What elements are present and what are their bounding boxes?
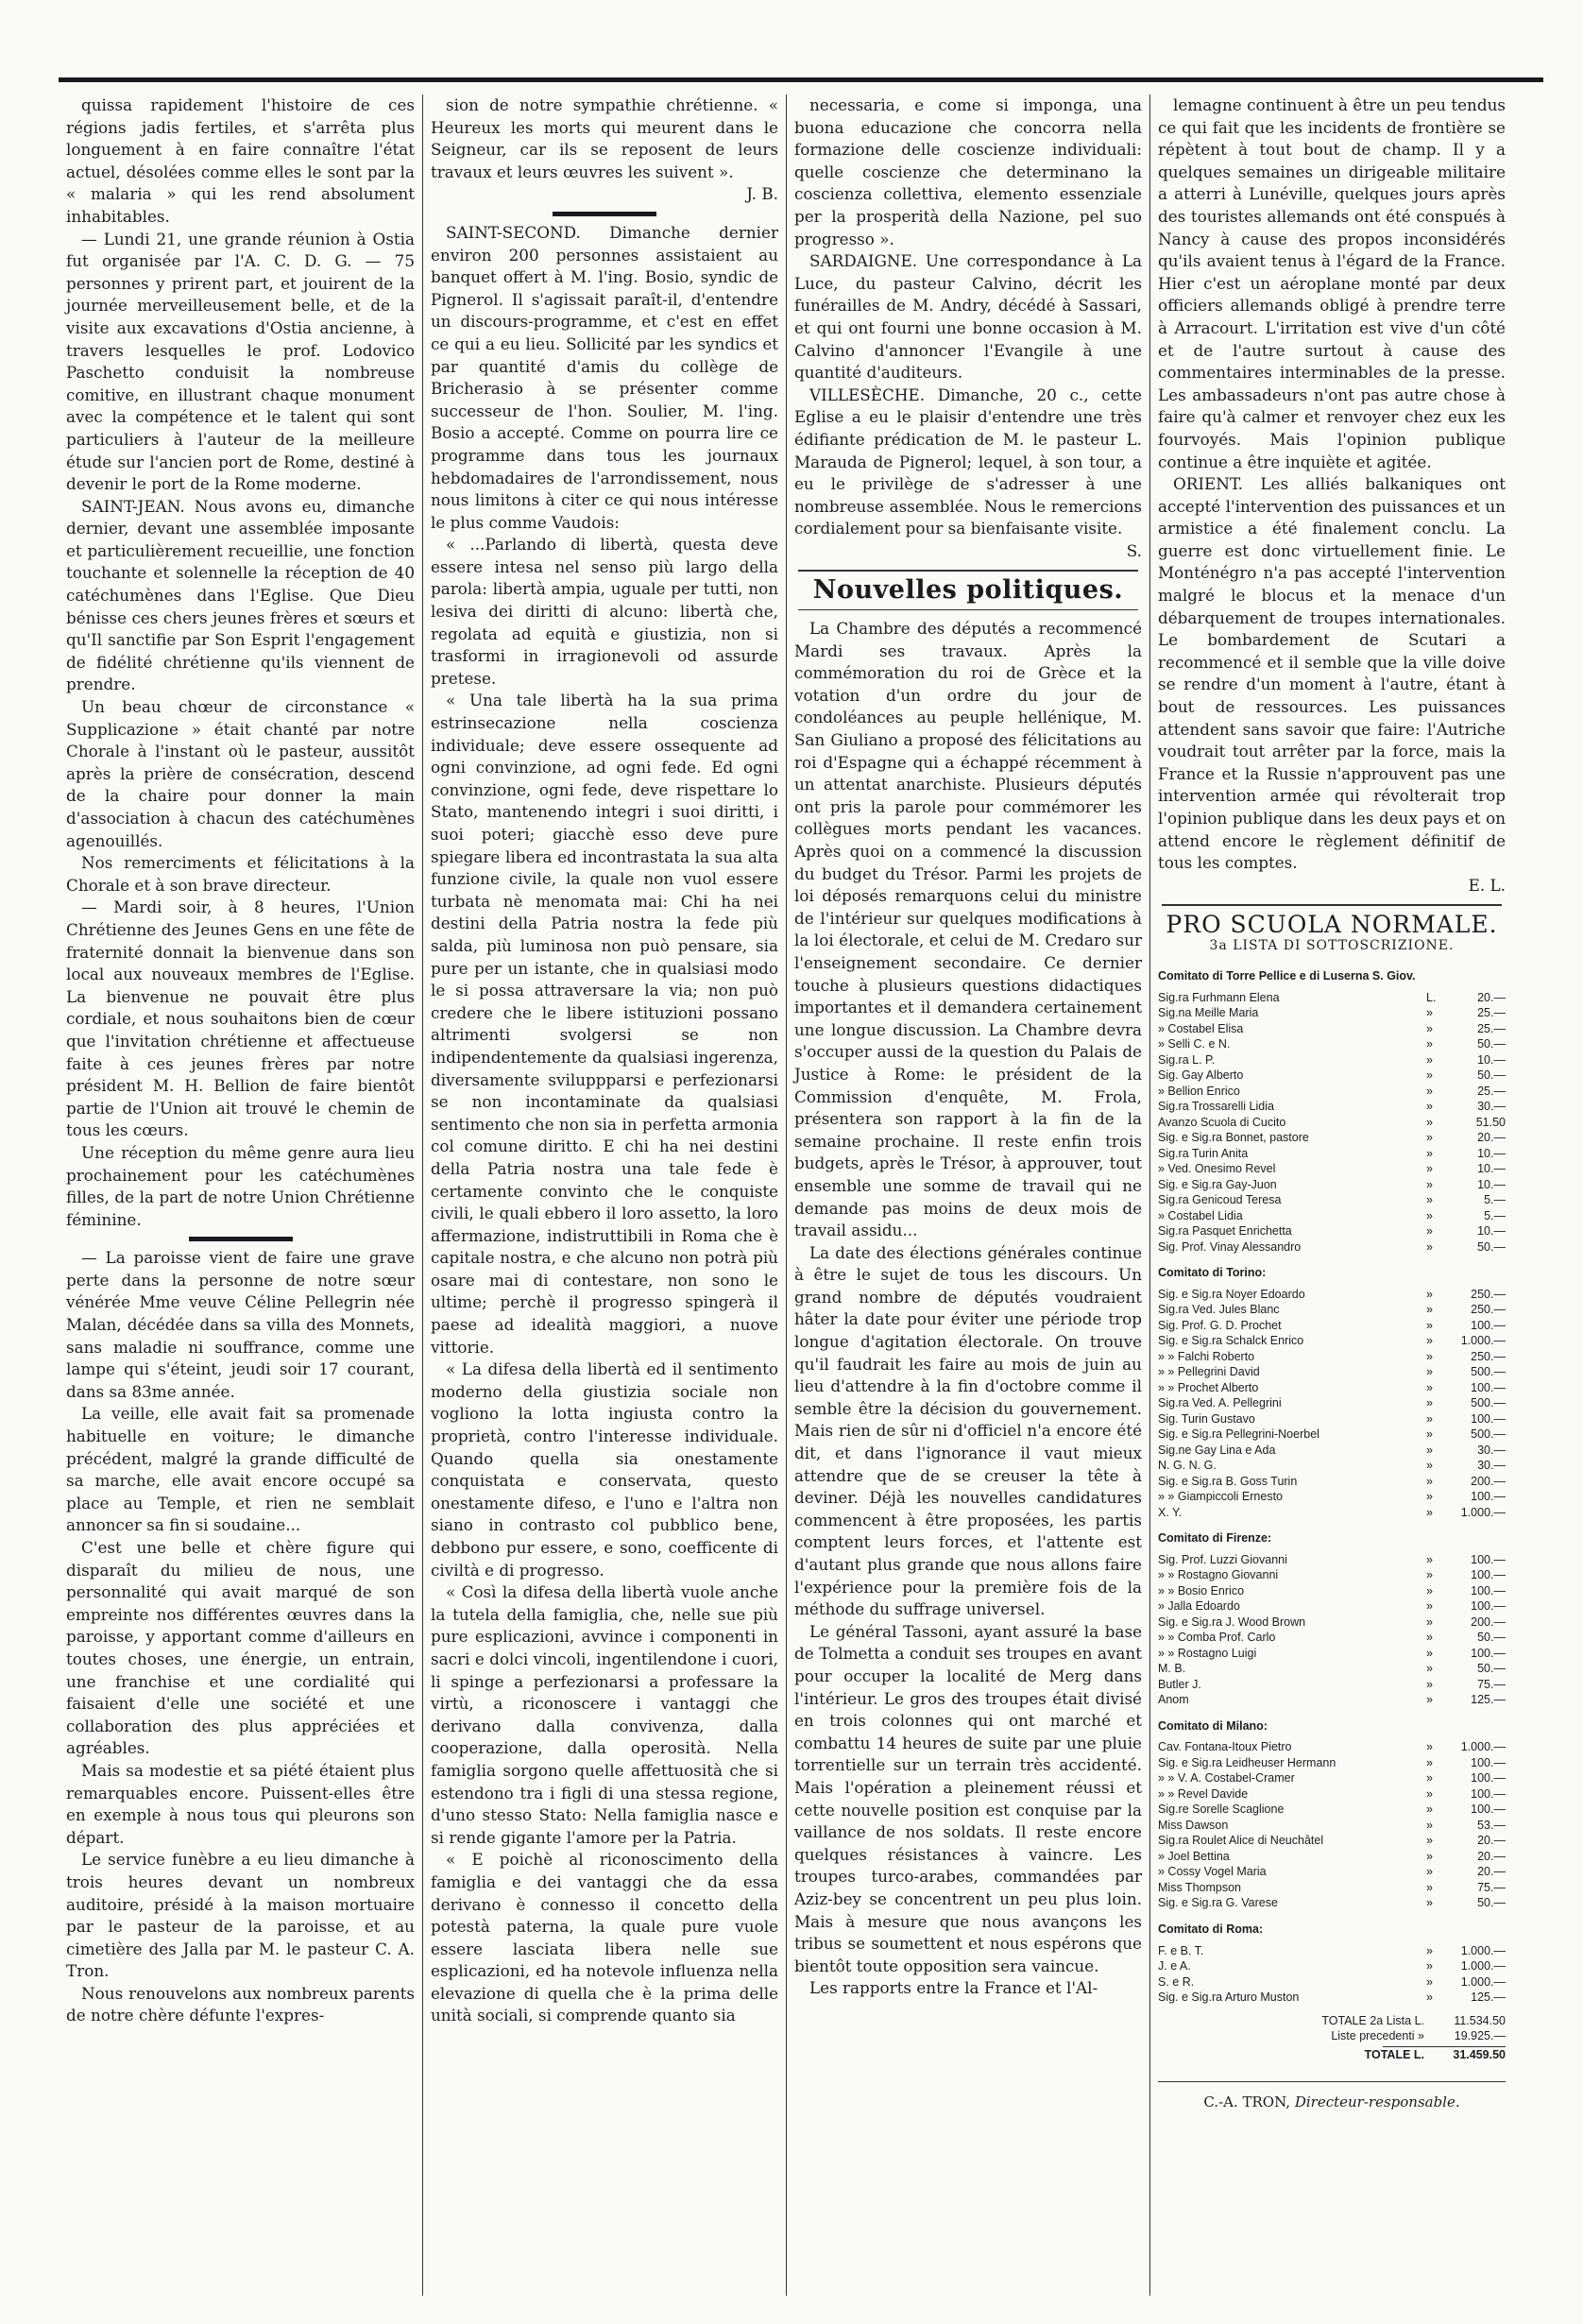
donor-name: » » Bosio Enrico [1158, 1583, 1245, 1598]
paragraph: sion de notre sympathie chrétienne. « Heureux les morts qui meurent dans le Seigneur, car ils se reposent de leurs travaux et leurs œuvres les suivent ». [431, 95, 778, 181]
donation-amount: 20.— [1477, 1131, 1506, 1145]
director-name: C.-A. TRON, [1203, 2093, 1291, 2110]
donor-name: » Jalla Edoardo [1158, 1599, 1240, 1614]
donation-row [1158, 1583, 1506, 1599]
currency-mark: » [1426, 1068, 1433, 1083]
donation-row [1158, 1084, 1506, 1100]
donor-name: Sig. Gay Alberto [1158, 1068, 1244, 1083]
donor-name: » Ved. Onesimo Revel [1158, 1162, 1276, 1176]
donation-row [1158, 1990, 1506, 2006]
donation-amount: 5.— [1484, 1208, 1506, 1222]
currency-mark: » [1426, 1146, 1433, 1160]
currency-mark: » [1426, 1131, 1433, 1145]
currency-mark: » [1426, 1411, 1433, 1426]
subscription-title: PRO SCUOLA NORMALE. [1166, 910, 1498, 938]
currency-mark: » [1426, 1006, 1433, 1020]
donor-name: » » V. A. Costabel-Cramer [1158, 1771, 1295, 1786]
director-title: Directeur-responsable. [1294, 2093, 1460, 2110]
paragraph: La date des élections générales continue à être le sujet de tous les discours. Un grand nombre de députés voudraient hâter la date pour éviter une période trop longue d'agitation électorale. On trouve qu'il faudrait les faire au mois de juin au lieu d'attendre à la fin d'octobre comme il semble être la décision du gouvernement. Mais rien de sûr ni d'officiel n'a encore été dit, et dans l'ignorance il vaut mieux attendre que de se creuser la tête à deviner. Déjà les nouvelles candidatures commencent à être proposées, les partis comptent leurs forces, et l'attente est d'autant plus grande que nous allons faire l'expérience pour la première fois de la méthode du suffrage universel. [794, 1242, 1142, 1619]
donation-amount: 250.— [1471, 1303, 1506, 1317]
donation-row [1158, 1661, 1506, 1677]
paragraph: — Mardi soir, à 8 heures, l'Union Chrétienne des Jeunes Gens en une fête de fraternité donnait la bienvenue dans son local aux nouveaux membres de l'Eglise. La bienvenue ne pouvait être plus cordiale, et nous souhaitons bien de cœur que l'invitation chrétienne et affectueuse faite à ces jeunes frères par notre président M. H. Bellion de faire bientôt partie de l'Union ait trouvé le chemin de tous les cœurs. [66, 897, 415, 1140]
donation-amount: 100.— [1471, 1599, 1506, 1614]
paragraph: necessaria, e come si imponga, una buona educazione che concorra nella formazione delle coscienze individuali: quelle coscienze che determinano la coscienza collettiva, elemento essenziale per la prosperità della Nazione, pel suo progresso ». [794, 95, 1142, 248]
donation-row [1158, 1895, 1506, 1911]
donation-amount: 500.— [1471, 1427, 1506, 1442]
donor-name: » » Revel Davide [1158, 1786, 1249, 1801]
donor-name: Sig. e Sig.ra Arturo Muston [1158, 1991, 1300, 2005]
currency-mark: » [1426, 1599, 1433, 1614]
donation-row [1158, 1552, 1506, 1568]
donation-row [1158, 1567, 1506, 1583]
donation-amount: 250.— [1471, 1349, 1506, 1363]
donation-row [1158, 1630, 1506, 1646]
col3-articles [794, 94, 1142, 540]
donation-amount: 5.— [1484, 1193, 1506, 1207]
donor-name: Sig.ra Furhmann Elena [1158, 990, 1280, 1004]
donation-row [1158, 1161, 1506, 1177]
subscription-subtitle: 3a LISTA DI SOTTOSCRIZIONE. [1209, 938, 1455, 954]
currency-mark: » [1426, 1115, 1433, 1129]
donation-row [1158, 1598, 1506, 1615]
donation-row [1158, 1036, 1506, 1052]
newspaper-page [59, 94, 1543, 2296]
currency-mark: » [1426, 1834, 1433, 1848]
donation-amount: 20.— [1477, 1849, 1506, 1863]
donor-name: Sig. Prof. Luzzi Giovanni [1158, 1552, 1287, 1566]
donation-amount: 20.— [1477, 1865, 1506, 1879]
donation-amount: 50.— [1477, 1068, 1506, 1083]
committee-title: Comitato di Milano: [1158, 1718, 1268, 1733]
col2-articles [431, 94, 778, 183]
donation-row [1158, 1739, 1506, 1755]
currency-mark: » [1426, 1239, 1433, 1254]
donor-name: Sig.ne Gay Lina e Ada [1158, 1443, 1276, 1457]
donation-row [1158, 1021, 1506, 1037]
column-4 [1149, 94, 1513, 2296]
donation-amount: 100.— [1471, 1803, 1506, 1817]
top-rule [59, 77, 1543, 82]
donor-name: Sig. Turin Gustavo [1158, 1411, 1255, 1426]
currency-mark: » [1426, 1162, 1433, 1176]
grand-total-label: TOTALE L. [1364, 2047, 1424, 2061]
totals [1158, 2013, 1506, 2062]
donation-amount: 75.— [1477, 1880, 1506, 1894]
donation-amount: 100.— [1471, 1568, 1506, 1582]
donor-name: Sig.ra Roulet Alice di Neuchâtel [1158, 1834, 1324, 1848]
committee-title: Comitato di Firenze: [1158, 1531, 1272, 1546]
currency-mark: » [1426, 1052, 1433, 1067]
donor-name: » Selli C. e N. [1158, 1037, 1231, 1051]
separator [1162, 904, 1502, 906]
donation-row [1158, 1333, 1506, 1349]
donation-amount: 1.000.— [1460, 1334, 1506, 1348]
currency-mark: » [1426, 1755, 1433, 1769]
donation-amount: 30.— [1477, 1459, 1506, 1473]
currency-mark: » [1426, 1786, 1433, 1801]
donation-amount: 100.— [1471, 1411, 1506, 1426]
donation-row [1158, 1818, 1506, 1834]
donation-amount: 30.— [1477, 1443, 1506, 1457]
donation-amount: 200.— [1471, 1615, 1506, 1629]
donor-name: » » Rostagno Luigi [1158, 1646, 1257, 1660]
donation-amount: 100.— [1471, 1771, 1506, 1786]
director-line [1158, 2081, 1506, 2114]
donation-row [1158, 1239, 1506, 1256]
donation-row [1158, 1443, 1506, 1459]
currency-mark: » [1426, 1677, 1433, 1691]
donation-row [1158, 1302, 1506, 1318]
donation-row [1158, 1677, 1506, 1693]
donation-row [1158, 1864, 1506, 1880]
separator [553, 212, 656, 216]
paragraph: lemagne continuent à être un peu tendus ce qui fait que les incidents de frontière se répètent à tout bout de champ. Il y a quelques semaines un dirigeable militaire a atterri à Lunéville, quelques jours après des touristes allemands ont été conspués à Nancy à cause des propos inconsidérés qu'ils avaient tenus à l'égard de la France. Hier c'est un aéroplane monté par deux officiers allemands obligé à prendre terre à Arracourt. L'irritation est vive d'un côté et de l'autre surtout à cause des commentaires interminables de la presse. Les ambassadeurs n'ont pas autre chose à faire qu'à calmer et renvoyer chez eux les fourvoyés. Mais l'opinion publique continue a être inquiète et agitée. [1158, 95, 1506, 471]
paragraph: « Così la difesa della libertà vuole anche la tutela della famiglia, che, nelle sue più pure esplicazioni, avvince i componenti in sacri e dolci vincoli, ingentilendone i cuori, li spinge a perfezionarsi a professare la virtù, a riconoscere i vantaggi che derivano dalla convivenza, dalla cooperazione, dalla operosità. Nella famiglia sorgono quelle affettuosità che si estendono tra i figli di una stessa regione, d'uno stesso Stato: Nella famiglia nasce e si rende gigante l'amore per la Patria. [431, 1582, 778, 1847]
separator [798, 570, 1138, 572]
donation-row [1158, 1958, 1506, 1974]
paragraph: Le général Tassoni, ayant assuré la base de Tolmetta a conduit ses troupes en avant pour occuper la localité de Merg dans l'intérieur. Le gros des troupes était divisé en trois colonnes qui ont marché et combattu 14 heures de suite par une pluie torrentielle sur un terrain très accidenté. Mais l'opération a pleinement réussi et cette nouvelle position est conquise par la vaillance de nos soldats. Il reste encore quelques résistances à vaincre. Les troupes turco-arabes, commandées par Aziz-bey se concentrent un peu plus loin. Mais à mesure que nous avançons les tribus se soumettent et nous espérons que bientôt toute opposition sera vaincue. [794, 1621, 1142, 1975]
donor-name: Sig.na Meille Maria [1158, 1006, 1259, 1020]
donation-row [1158, 1146, 1506, 1162]
paragraph: C'est une belle et chère figure qui disparaît du milieu de nous, une personnalité qui avait marqué de son empreinte nos différentes œuvres dans la paroisse, y apportant comme d'ailleurs en toutes choses, une énergie, un entrain, une franchise et une cordialité qui faisaient d'elle une société et une collaboration des plus appréciées et agréables. [66, 1538, 415, 1758]
currency-mark: » [1426, 1943, 1433, 1957]
currency-mark: » [1426, 1974, 1433, 1989]
paragraph: Un beau chœur de circonstance « Supplicazione » était chanté par notre Chorale à l'instant où le pasteur, aussitôt après la prière de consécration, descend de la chaire pour donner la main d'association à chacun des catéchumènes agenouillés. [66, 697, 415, 850]
paragraph: SAINT-SECOND. Dimanche dernier environ 200 personnes assistaient au banquet offert à M. l'ing. Bosio, syndic de Pignerol. Il s'agissait paraît-il, d'entendre un discours-programme, et c'est en effet ce qui a eu lieu. Sollicité par les syndics et par quantité d'amis du collège de Bricherasio à se présenter comme successeur de l'hon. Soulier, M. l'ing. Bosio a accepté. Comme on pourra lire ce programme dans tous les journaux hebdomadaires de l'arrondissement, nous nous limitons à citer ce qui nous intéresse le plus comme Vaudois: [431, 222, 778, 532]
donation-row [1158, 1802, 1506, 1818]
donation-row [1158, 1052, 1506, 1068]
paragraph: Nous renouvelons aux nombreux parents de notre chère défunte l'expres- [66, 1983, 415, 2025]
total-2-label: TOTALE 2a Lista L. [1321, 2013, 1424, 2027]
donation-amount: 50.— [1477, 1037, 1506, 1051]
currency-mark: » [1426, 1615, 1433, 1629]
currency-mark: » [1426, 1208, 1433, 1222]
donor-name: Sig. e Sig.ra B. Goss Turin [1158, 1474, 1298, 1488]
donation-amount: 100.— [1471, 1490, 1506, 1504]
donor-name: Sig.ra L. P. [1158, 1052, 1216, 1067]
donation-amount: 250.— [1471, 1287, 1506, 1301]
donation-row [1158, 990, 1506, 1006]
donor-name: » » Prochet Alberto [1158, 1380, 1259, 1394]
currency-mark: » [1426, 1693, 1433, 1707]
currency-mark: » [1426, 1803, 1433, 1817]
donation-row [1158, 1177, 1506, 1193]
donation-row [1158, 1318, 1506, 1334]
currency-mark: » [1426, 1287, 1433, 1301]
donation-amount: 10.— [1477, 1146, 1506, 1160]
separator [798, 609, 1138, 611]
currency-mark: » [1426, 1021, 1433, 1035]
currency-mark: » [1426, 1459, 1433, 1473]
donation-row [1158, 1786, 1506, 1803]
currency-mark: » [1426, 1396, 1433, 1410]
donation-row [1158, 1943, 1506, 1959]
donation-amount: 100.— [1471, 1318, 1506, 1332]
donation-amount: 125.— [1471, 1991, 1506, 2005]
currency-mark: » [1426, 1037, 1433, 1051]
currency-mark: » [1426, 1084, 1433, 1098]
currency-mark: » [1426, 1568, 1433, 1582]
currency-mark: » [1426, 1880, 1433, 1894]
donor-name: Sig.ra Pasquet Enrichetta [1158, 1224, 1292, 1239]
subscription-list [1158, 965, 1506, 2005]
donation-row [1158, 1489, 1506, 1505]
currency-mark: » [1426, 1303, 1433, 1317]
signature: S. [1126, 540, 1142, 560]
donation-row [1158, 1287, 1506, 1303]
currency-mark: » [1426, 1443, 1433, 1457]
donor-name: Sig. e Sig.ra J. Wood Brown [1158, 1615, 1306, 1629]
col4-articles [1158, 94, 1506, 875]
paragraph: SAINT-JEAN. Nous avons eu, dimanche dernier, devant une assemblée imposante et particulièrement recueillie, une fonction touchante et solennelle la réception de 40 catéchumènes dans l'Eglise. Que Dieu bénisse ces chers jeunes frères et sœurs et qu'Il sanctifie par Son Esprit l'engagement de fidélité chrétienne qu'ils viennent de prendre. [66, 496, 415, 694]
donor-name: Sig.ra Ved. A. Pellegrini [1158, 1396, 1282, 1410]
column-3 [786, 94, 1149, 2296]
currency-mark: » [1426, 1427, 1433, 1442]
currency-mark: » [1426, 1865, 1433, 1879]
donation-amount: 100.— [1471, 1380, 1506, 1394]
donor-name: Anom [1158, 1693, 1189, 1707]
currency-mark: » [1426, 1365, 1433, 1379]
donation-row [1158, 1380, 1506, 1396]
donor-name: » » Falchi Roberto [1158, 1349, 1255, 1363]
donation-amount: 20.— [1477, 990, 1506, 1004]
previous-value: 19.925.— [1454, 2028, 1506, 2042]
paragraph: VILLESÈCHE. Dimanche, 20 c., cette Eglise a eu le plaisir d'entendre une très édifiante prédication de M. le pasteur L. Marauda de Pignerol; lequel, à son tour, a eu le privilège de s'adresser à une nombreuse assemblée. Nous le remercions cordialement pour sa bienfaisante visite. [794, 384, 1142, 538]
donor-name: Sig.ra Ved. Jules Blanc [1158, 1303, 1280, 1317]
donation-row [1158, 1755, 1506, 1771]
donor-name: » Cossy Vogel Maria [1158, 1865, 1267, 1879]
donor-name: » » Comba Prof. Carlo [1158, 1631, 1276, 1645]
currency-mark: » [1426, 1193, 1433, 1207]
currency-mark: » [1426, 1318, 1433, 1332]
currency-mark: » [1426, 1991, 1433, 2005]
paragraph: Une réception du même genre aura lieu prochainement pour les catéchumènes filles, de la part de notre Union Chrétienne féminine. [66, 1142, 415, 1229]
previous-label: Liste precedenti » [1331, 2028, 1424, 2042]
donation-row [1158, 1849, 1506, 1865]
donor-name: Miss Dawson [1158, 1818, 1229, 1832]
donor-name: Sig. e Sig.ra Gay-Juon [1158, 1177, 1277, 1191]
paragraph: — La paroisse vient de faire une grave perte dans la personne de notre sœur vénérée Mme veuve Céline Pellegrin née Malan, décédée dans sa villa des Monnets, sans maladie ni souffrance, comme une lampe qui s'éteint, jeudi soir 17 courant, dans sa 83me année. [66, 1248, 415, 1401]
donation-row [1158, 1770, 1506, 1786]
section-headline: Nouvelles politiques. [812, 574, 1124, 605]
donor-name: Sig. e Sig.ra G. Varese [1158, 1896, 1278, 1910]
committee-title: Comitato di Torre Pellice e di Luserna S. Giov. [1158, 969, 1416, 983]
donor-name: M. B. [1158, 1662, 1186, 1676]
donation-row [1158, 1223, 1506, 1239]
currency-mark: » [1426, 1334, 1433, 1348]
committee-title: Comitato di Torino: [1158, 1266, 1267, 1280]
donation-amount: 200.— [1471, 1474, 1506, 1488]
donor-name: » » Rostagno Giovanni [1158, 1568, 1279, 1582]
donation-amount: 125.— [1471, 1693, 1506, 1707]
currency-mark: » [1426, 1474, 1433, 1488]
donation-amount: 10.— [1477, 1177, 1506, 1191]
paragraph: ORIENT. Les alliés balkaniques ont accepté l'intervention des puissances et un armistice a été finalement conclu. La guerre est donc virtuellement finie. Le Monténégro n'a pas accepté l'intervention malgré le blocus et la menace d'un débarquement de troupes internationales. Le bombardement de Scutari a recommencé et il semble que la ville doive se rendre d'un moment à l'autre, étant à bout de ressources. Les puissances attendent sans savoir que faire: l'Autriche voudrait tout arrêter par la force, mais la France et la Russie n'approuvent pas une intervention armée qui révolterait trop l'opinion publique dans les deux pays et on attend encore le règlement définitif de tous les comptes. [1158, 474, 1506, 873]
donation-row [1158, 1068, 1506, 1084]
donation-row [1158, 1115, 1506, 1131]
donation-amount: 100.— [1471, 1583, 1506, 1598]
donation-row [1158, 1427, 1506, 1443]
donation-amount: 25.— [1477, 1006, 1506, 1020]
donation-amount: 100.— [1471, 1755, 1506, 1769]
donor-name: Sig. Prof. G. D. Prochet [1158, 1318, 1282, 1332]
paragraph: Nos remerciments et félicitations à la Chorale et à son brave directeur. [66, 853, 415, 895]
donation-amount: 1.000.— [1460, 1505, 1506, 1519]
signature: J. B. [746, 184, 778, 204]
column-2 [422, 94, 786, 2296]
donation-amount: 50.— [1477, 1896, 1506, 1910]
paragraph: « La difesa della libertà ed il sentimento moderno della giustizia sociale non vogliono la lotta ingiusta contro la proprietà, contro l'interesse individuale. Quando quella sia onestamente conquistata e conservata, questo onestamente difeso, e l'uno e l'altra non siano in contrasto col pubblico bene, debbono pur essere, e sono, coefficente di civiltà e di progresso. [431, 1359, 778, 1580]
donation-amount: 50.— [1477, 1239, 1506, 1254]
paragraph: « Una tale libertà ha la sua prima estrinsecazione nella coscienza individuale; deve essere ossequente ad ogni convinzione, ad ogni fede. Ed ogni convinzione, ogni fede, deve rispettare lo Stato, mantenendo integri i suoi diritti, i suoi poteri; giacchè esso deve pure spiegare libera ed incontrastata la sua alta funzione civile, la quale non vuol essere turbata nè menomata mai: Chi ha nei destini della Patria nostra la fede più salda, più luminosa non può pensare, sia pure per un istante, che in qualsiasi modo le si possa attraversare la via; non può credere che le libere istituzioni possano altrimenti svolgersi se non indipendentemente da qualsiasi ingerenza, diversamente sviluppparsi e perfezionarsi se non incontaminate da qualsiasi sentimento che non sia in perfetta armonia col comune diritto. E chi ha nei destini della Patria nostra una tale fede è certamente convinto che le conquiste civili, le quali ebbero il loro assetto, la loro affermazione, indistruttibili in Roma che è capitale nostra, e che alcuno non potrà più osare mai di contestare, non sono le ultime; perchè il progresso spingerà il paese ad idealità maggiori, a nuove vittorie. [431, 691, 778, 1357]
donation-row [1158, 1615, 1506, 1631]
donor-name: Sig. e Sig.ra Noyer Edoardo [1158, 1287, 1305, 1301]
donor-name: Butler J. [1158, 1677, 1201, 1691]
paragraph: « E poichè al riconoscimento della famiglia e dei vantaggi che da essa derivano è connesso il concetto della potestà paterna, la quale pure vuole essere lasciata libera nelle sue esplicazioni, ed ha notevole influenza nella elevazione di quella che è la prima delle unità sociali, si comprende quanto sia [431, 1850, 778, 2025]
donor-name: » Costabel Elisa [1158, 1021, 1244, 1035]
currency-mark: » [1426, 1380, 1433, 1394]
currency-mark: » [1426, 1740, 1433, 1754]
donation-row [1158, 1349, 1506, 1365]
donor-name: Sig. e Sig.ra Bonnet, pastore [1158, 1131, 1309, 1145]
donation-amount: 100.— [1471, 1552, 1506, 1566]
col2-saint-second [431, 222, 778, 2027]
donation-amount: 20.— [1477, 1834, 1506, 1848]
grand-total-value: 31.459.50 [1453, 2047, 1506, 2061]
donation-row [1158, 1411, 1506, 1427]
currency-mark: » [1426, 1100, 1433, 1114]
donation-amount: 30.— [1477, 1100, 1506, 1114]
donation-row [1158, 1692, 1506, 1708]
donation-row [1158, 1208, 1506, 1224]
donor-name: » Costabel Lidia [1158, 1208, 1243, 1222]
donation-amount: 10.— [1477, 1162, 1506, 1176]
col3-politics [794, 618, 1142, 2000]
donation-row [1158, 1005, 1506, 1021]
donation-row [1158, 1130, 1506, 1146]
donation-amount: 1.000.— [1460, 1740, 1506, 1754]
donation-row [1158, 1192, 1506, 1208]
donation-amount: 1.000.— [1460, 1959, 1506, 1974]
paragraph: quissa rapidement l'histoire de ces régions jadis fertiles, et s'arrêta plus longuement à en faire connaître l'état actuel, désolées comme elles le sont par la « malaria » qui les rend absolument inhabitables. [66, 95, 415, 226]
donor-name: Sig. Prof. Vinay Alessandro [1158, 1239, 1302, 1254]
donation-amount: 500.— [1471, 1396, 1506, 1410]
currency-mark: » [1426, 1818, 1433, 1832]
total-2-value: 11.534.50 [1454, 2013, 1506, 2027]
donation-amount: 50.— [1477, 1662, 1506, 1676]
donation-amount: 25.— [1477, 1021, 1506, 1035]
paragraph: — Lundi 21, une grande réunion à Ostia fut organisée par l'A. C. D. G. — 75 personnes y prirent part, et jouirent de la journée merveilleusement belle, et de la visite aux excavations d'Ostia ancienne, à travers lesquelles le prof. Lodovico Paschetto conduisit la nombreuse comitive, en illustrant chaque monument avec la compétence et le talent qui sont particuliers à l'auteur de la meilleure étude sur l'ancien port de Rome, destiné à devenir le port de la Rome moderne. [66, 229, 415, 494]
donor-name: Miss Thompson [1158, 1880, 1241, 1894]
donation-row [1158, 1458, 1506, 1474]
currency-mark: » [1426, 1662, 1433, 1676]
donor-name: Sig.re Sorelle Scaglione [1158, 1803, 1285, 1817]
donation-row [1158, 1505, 1506, 1521]
donor-name: » » Giampiccoli Ernesto [1158, 1490, 1284, 1504]
committee-title: Comitato di Roma: [1158, 1922, 1264, 1936]
donation-amount: 500.— [1471, 1365, 1506, 1379]
donation-amount: 100.— [1471, 1646, 1506, 1660]
donor-name: S. e R. [1158, 1974, 1195, 1989]
donor-name: Avanzo Scuola di Cucito [1158, 1115, 1286, 1129]
donor-name: Sig.ra Turin Anita [1158, 1146, 1249, 1160]
col1-obituary [66, 1247, 415, 2027]
donor-name: N. G. N. G. [1158, 1459, 1217, 1473]
currency-mark: » [1426, 1505, 1433, 1519]
paragraph: La veille, elle avait fait sa promenade habituelle en voiture; le dimanche précédent, malgré la grande difficulté de sa marche, elle avait encore occupé sa place au Temple, et rien ne semblait annoncer sa fin si soudaine... [66, 1404, 415, 1535]
donation-amount: 1.000.— [1460, 1974, 1506, 1989]
currency-mark: L. [1426, 990, 1437, 1004]
donor-name: Sig. e Sig.ra Pellegrini-Noerbel [1158, 1427, 1319, 1442]
currency-mark: » [1426, 1349, 1433, 1363]
donation-row [1158, 1880, 1506, 1896]
currency-mark: » [1426, 1490, 1433, 1504]
separator [189, 1237, 293, 1241]
donation-amount: 100.— [1471, 1786, 1506, 1801]
donation-amount: 10.— [1477, 1224, 1506, 1239]
donor-name: » Joel Bettina [1158, 1849, 1230, 1863]
currency-mark: » [1426, 1631, 1433, 1645]
donation-amount: 25.— [1477, 1084, 1506, 1098]
donation-row [1158, 1364, 1506, 1380]
signature: E. L. [1468, 875, 1506, 895]
donation-row [1158, 1833, 1506, 1849]
donation-row [1158, 1646, 1506, 1662]
currency-mark: » [1426, 1771, 1433, 1786]
donation-amount: 50.— [1477, 1631, 1506, 1645]
paragraph: « ...Parlando di libertà, questa deve essere intesa nel senso più largo della parola: libertà ampia, uguale per tutti, non lesiva dei diritti di alcuno: libertà che, regolata ad equità e giustizia, non si trasformi in irragionevoli od assurde pretese. [431, 535, 778, 688]
currency-mark: » [1426, 1646, 1433, 1660]
donor-name: Sig. e Sig.ra Leidheuser Hermann [1158, 1755, 1336, 1769]
donation-row [1158, 1395, 1506, 1411]
donor-name: Sig.ra Trossarelli Lidia [1158, 1100, 1274, 1114]
donation-row [1158, 1974, 1506, 1991]
donation-row [1158, 1099, 1506, 1115]
paragraph: SARDAIGNE. Une correspondance à La Luce, du pasteur Calvino, décrit les funérailles de M. Andry, décédé à Sassari, et qui ont fourni une bonne occasion à M. Calvino d'annoncer l'Evangile à une quantité d'auditeurs. [794, 251, 1142, 383]
donor-name: J. e A. [1158, 1959, 1191, 1974]
currency-mark: » [1426, 1552, 1433, 1566]
donation-amount: 53.— [1477, 1818, 1506, 1832]
donation-amount: 1.000.— [1460, 1943, 1506, 1957]
donation-amount: 75.— [1477, 1677, 1506, 1691]
donation-row [1158, 1474, 1506, 1490]
column-1 [59, 94, 422, 2296]
donor-name: » Bellion Enrico [1158, 1084, 1240, 1098]
currency-mark: » [1426, 1896, 1433, 1910]
currency-mark: » [1426, 1849, 1433, 1863]
currency-mark: » [1426, 1177, 1433, 1191]
currency-mark: » [1426, 1959, 1433, 1974]
paragraph: Les rapports entre la France et l'Al- [809, 1978, 1098, 1998]
paragraph: La Chambre des députés a recommencé Mardi ses travaux. Après la commémoration du roi de Grèce et la votation d'un ordre du jour de condoléances au peuple hellénique, M. San Giuliano a proposé des félicitations au roi d'Espagne qui a échappé récemment à un attentat anarchiste. Plusieurs députés ont pris la parole pour commémorer les collègues morts pendant les vacances. Après quoi on a commencé la discussion du budget du Trésor. Parmi les projets de loi déposés remarquons celui du ministre de l'intérieur sur quelques modifications à la loi électorale, et celui de M. Credaro sur l'enseignement secondaire. Ce dernier touche à plusieurs questions didactiques importantes et il demandera certainement une longue discussion. La Chambre devra s'occuper aussi de la question du Palais de Justice à Rome: le président de la Commission d'enquête, M. Frola, présentera son rapport à la fin de la semaine prochaine. Il reste enfin trois budgets, après le Trésor, à approuver, tout ensemble une somme de travail qui ne demande pas moins de deux mois de travail assidu... [794, 619, 1142, 1240]
donor-name: Sig.ra Genicoud Teresa [1158, 1193, 1282, 1207]
donor-name: F. e B. T. [1158, 1943, 1204, 1957]
paragraph: Le service funèbre a eu lieu dimanche à trois heures devant un nombreux auditoire, présidé à la maison mortuaire par le pasteur de la paroisse, et au cimetière des Jalla par M. le pasteur C. A. Tron. [66, 1850, 415, 1981]
donor-name: Cav. Fontana-Itoux Pietro [1158, 1740, 1292, 1754]
donor-name: X. Y. [1158, 1505, 1183, 1519]
paragraph: Mais sa modestie et sa piété étaient plus remarquables encore. Puissent-elles être en exemple à nous tous qui pleurons son départ. [66, 1760, 415, 1847]
currency-mark: » [1426, 1224, 1433, 1239]
donation-amount: 51.50 [1475, 1115, 1506, 1129]
donor-name: » » Pellegrini David [1158, 1365, 1260, 1379]
donation-amount: 10.— [1477, 1052, 1506, 1067]
donor-name: Sig. e Sig.ra Schalck Enrico [1158, 1334, 1304, 1348]
col1-articles [66, 94, 415, 1231]
currency-mark: » [1426, 1583, 1433, 1598]
